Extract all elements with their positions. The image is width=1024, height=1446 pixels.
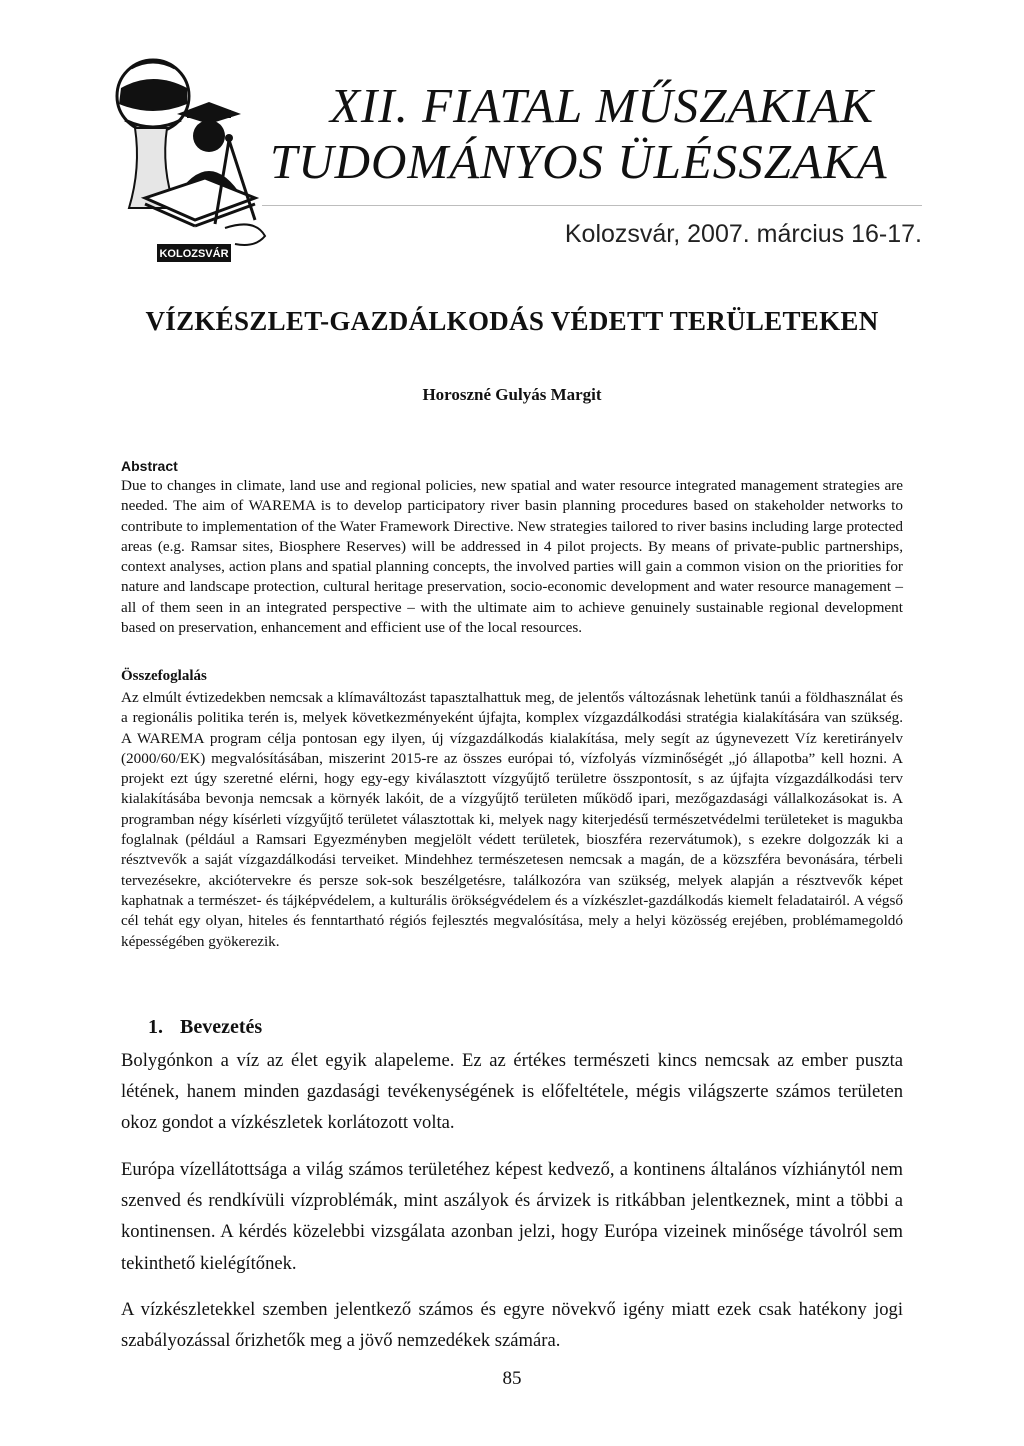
series-title-line-1: XII. FIATAL MŰSZAKIAK [330, 78, 875, 133]
event-place-date: Kolozsvár, 2007. március 16-17. [564, 220, 922, 248]
logo-label: KOLOZSVÁR [159, 248, 229, 260]
conference-header [0, 0, 1024, 280]
body-paragraph: Európa vízellátottsága a világ számos területéhez képest kedvező, a kontinens általános vízhiánytól nem szenved és rendkívüli vízproblémák, mint aszályok és árvizek is ritkábban jelentkeznek, mint a többi a kontinensen. A kérdés közelebbi vizsgálata azonban jelzi, hogy Európa vizeinek minősége távolról sem tekinthető kielégítőnek. [121, 1159, 903, 1274]
conference-logo-icon [105, 48, 275, 268]
page-number: 85 [502, 1368, 522, 1389]
summary-text: Az elmúlt évtizedekben nemcsak a klímaváltozást tapasztalhattuk meg, de jelentős változásnak lehetünk tanúi a földhasználat és a regionális politika terén is, melyek következményeként újfajta, komplex vízgazdálkodási stratégia kialakítására van szükség. A WAREMA program célja pontosan egy ilyen, új vízgazdálkodás kialakítása, mely segít az úgynevezett Víz keretirányelv (2000/60/EK) megvalósításában, miszerint 2015-re az összes európai tó, vízfolyás vízminőségét „jó állapotba” kell hozni. A projekt ezt úgy szeretné elérni, hogy egy-egy kiválasztott vízgyűjtő területre összpontosít, s az újfajta vízgazdálkodási terv kialakításába bevonja nemcsak a környék lakóit, de a vízgyűjtő területen működő ipari, mezőgazdasági vállalkozásokat is. A programban négy kísérleti vízgyűjtő területet választottak ki, melyek nagy kiterjedésű természetvédelmi területeket is magukba foglalnak (például a Ramsari Egyezményben megjelölt védett területek, bioszféra rezervátumok), s ezekre dolgozzák ki a résztvevők a saját vízgazdálkodási terveiket. Mindehhez természetesen nemcsak a magán, de a közszféra bevonására, térbeli tervezésekre, akciótervekre és persze sok-sok beszélgetésre, találkozóra van szükség, melyek alapján a résztvevők képet kaphatnak a természet- és tájképvédelem, a kulturális örökségvédelem és a vízkészlet-gazdálkodás kiemelt feladatairól. A végső cél tehát egy olyan, hiteles és fenntartható régiós fejlesztés megvalósítása, mely a helyi közösség erejében, problémamegoldó képességében gyökerezik. [121, 689, 903, 950]
section-number: 1. [148, 1016, 163, 1038]
section-heading-introduction [148, 1016, 262, 1039]
body-paragraph: Bolygónkon a víz az élet egyik alapeleme. Ez az értékes természeti kincs nemcsak az ember puszta létének, hanem minden gazdasági tevékenységének is előfeltétele, mégis világszerte számos területen okoz gondot a vízkészletek korlátozott volta. [121, 1050, 903, 1134]
paper-author: Horoszné Gulyás Margit [422, 385, 602, 404]
header-divider [262, 205, 922, 206]
abstract-heading: Abstract [121, 458, 178, 474]
conference-series-title [270, 78, 970, 190]
abstract-text: Due to changes in climate, land use and regional policies, new spatial and water resource integrated management strategies are needed. The aim of WAREMA is to develop participatory river basin planning procedures based on stakeholder networks to contribute to implementation of the Water Framework Directive. New strategies tailored to river basins including large protected areas (e.g. Ramsar sites, Biosphere Reserves) will be addressed in 4 pilot projects. By means of private-public partnerships, context analyses, action plans and spatial planning concepts, the involved parties will gain a common vision on the priorities for nature and landscape protection, cultural heritage preservation, socio-economic development and water resource management – all of them seen in an integrated perspective – with the ultimate aim to achieve genuinely sustainable regional development based on preservation, enhancement and efficient use of the local resources. [121, 477, 903, 637]
section-title: Bevezetés [180, 1016, 263, 1038]
series-title-line-2: TUDOMÁNYOS ÜLÉSSZAKA [270, 134, 888, 189]
paper-title: VÍZKÉSZLET-GAZDÁLKODÁS VÉDETT TERÜLETEKEN [145, 306, 879, 336]
summary-heading: Összefoglalás [121, 668, 207, 684]
body-paragraph: A vízkészletekkel szemben jelentkező számos és egyre növekvő igény miatt ezek csak hatékony jogi szabályozással őrizhetők meg a jövő nemzedékek számára. [121, 1299, 903, 1352]
